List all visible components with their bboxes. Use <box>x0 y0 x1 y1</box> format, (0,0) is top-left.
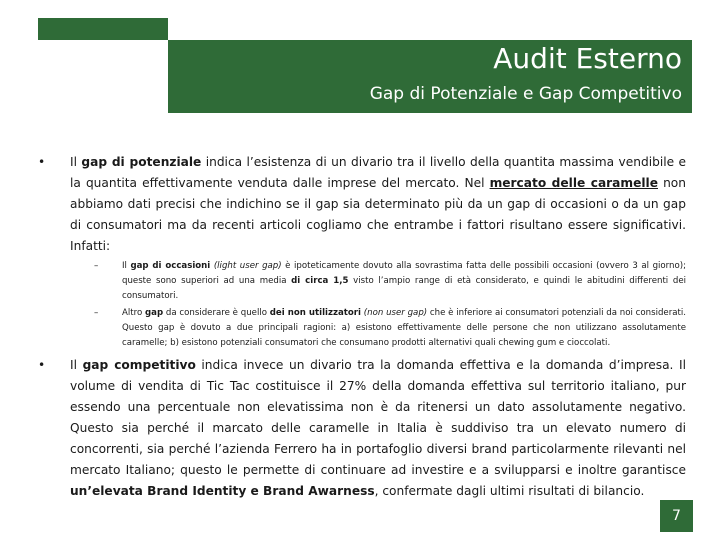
bold-text: gap di occasioni <box>130 261 211 271</box>
header-decoration-top-left <box>38 18 168 40</box>
page-number: 7 <box>660 500 693 532</box>
bullet-item <box>38 152 686 351</box>
slide-content <box>38 152 686 502</box>
text-run: visto l’ampio range di età considerato, e quindi le abitudini differenti dei consumatori. <box>122 276 686 301</box>
text-run: da considerare è quello <box>163 308 270 318</box>
sub-bullet-mark: – <box>94 261 99 271</box>
text-run: Il <box>70 358 83 372</box>
sub-bullet-item <box>90 259 686 304</box>
text-run: Il <box>122 261 131 271</box>
text-run: è ipoteticamente dovuto alla sovrastima fatta delle possibili occasioni (ovvero 3 al giorno); queste sono superiori ad una media <box>122 261 687 286</box>
bold-text: gap di potenziale <box>81 155 202 169</box>
slide-subtitle: Gap di Potenziale e Gap Competitivo <box>369 84 682 104</box>
bold-text: dei non utilizzatori <box>269 308 361 318</box>
bold-text: mercato delle caramelle <box>489 176 658 190</box>
sub-bullet-text <box>122 259 686 304</box>
bullet-mark: • <box>38 155 46 169</box>
bullet-mark: • <box>38 358 46 372</box>
text-run: , confermate dagli ultimi risultati di bilancio. <box>374 484 645 498</box>
bold-text: gap <box>145 308 164 318</box>
bold-text: gap competitivo <box>82 358 196 372</box>
sub-bullet-list <box>70 259 686 351</box>
text-run: indica invece un divario tra la domanda effettiva e la domanda d’impresa. Il volume di vendita di Tic Tac costituisce il 27% della domanda effettiva sul territorio italiano, pur essendo una percentuale non elevatissima non è da ritenersi un dato assolutamente negativo. Questo sia perché il marcato delle caramelle in Italia è suddiviso tra un elevato numero di concorrenti, sia perché l’azienda Ferrero ha in portafoglio diversi brand particolarmente rilevanti nel mercato Italiano; questo le permette di continuare ad investire e a svilupparsi e inoltre garantisce <box>70 358 686 477</box>
title-bar <box>168 40 692 113</box>
bold-text: un’elevata Brand Identity e Brand Awarness <box>70 484 375 498</box>
sub-bullet-item <box>90 306 686 351</box>
bullet-list <box>38 152 686 502</box>
italic-text: (light user gap) <box>213 261 282 271</box>
sub-bullet-mark: – <box>94 308 99 318</box>
text-run: non abbiamo dati precisi che indichino se il gap sia determinato più da un gap di occasioni o da un gap di consumatori ma da recenti articoli cogliamo che entrambe i fattori risultano essere significativi. Infatti: <box>70 176 686 253</box>
slide-title: Audit Esterno <box>493 42 682 75</box>
italic-text: (non user gap) <box>363 308 428 318</box>
text-run: Altro <box>122 308 146 318</box>
bold-text: di circa 1,5 <box>291 276 349 286</box>
text-run: che è inferiore ai consumatori potenziali da noi considerati. Questo gap è dovuto a due principali ragioni: a) esistono effettivamente delle persone che non utilizzano assolutamente caramelle; b) esistono potenziali consumatori che consumano prodotti alternativi quali chewing gum e cioccolati. <box>122 308 686 348</box>
sub-bullet-text <box>122 306 686 351</box>
text-run: Il <box>70 155 82 169</box>
bullet-text <box>70 355 686 502</box>
bullet-item <box>38 355 686 502</box>
text-run: indica l’esistenza di un divario tra il livello della quantita massima vendibile e la quantita effettivamente venduta dalle imprese del mercato. Nel <box>70 155 686 190</box>
bullet-text <box>70 152 686 257</box>
